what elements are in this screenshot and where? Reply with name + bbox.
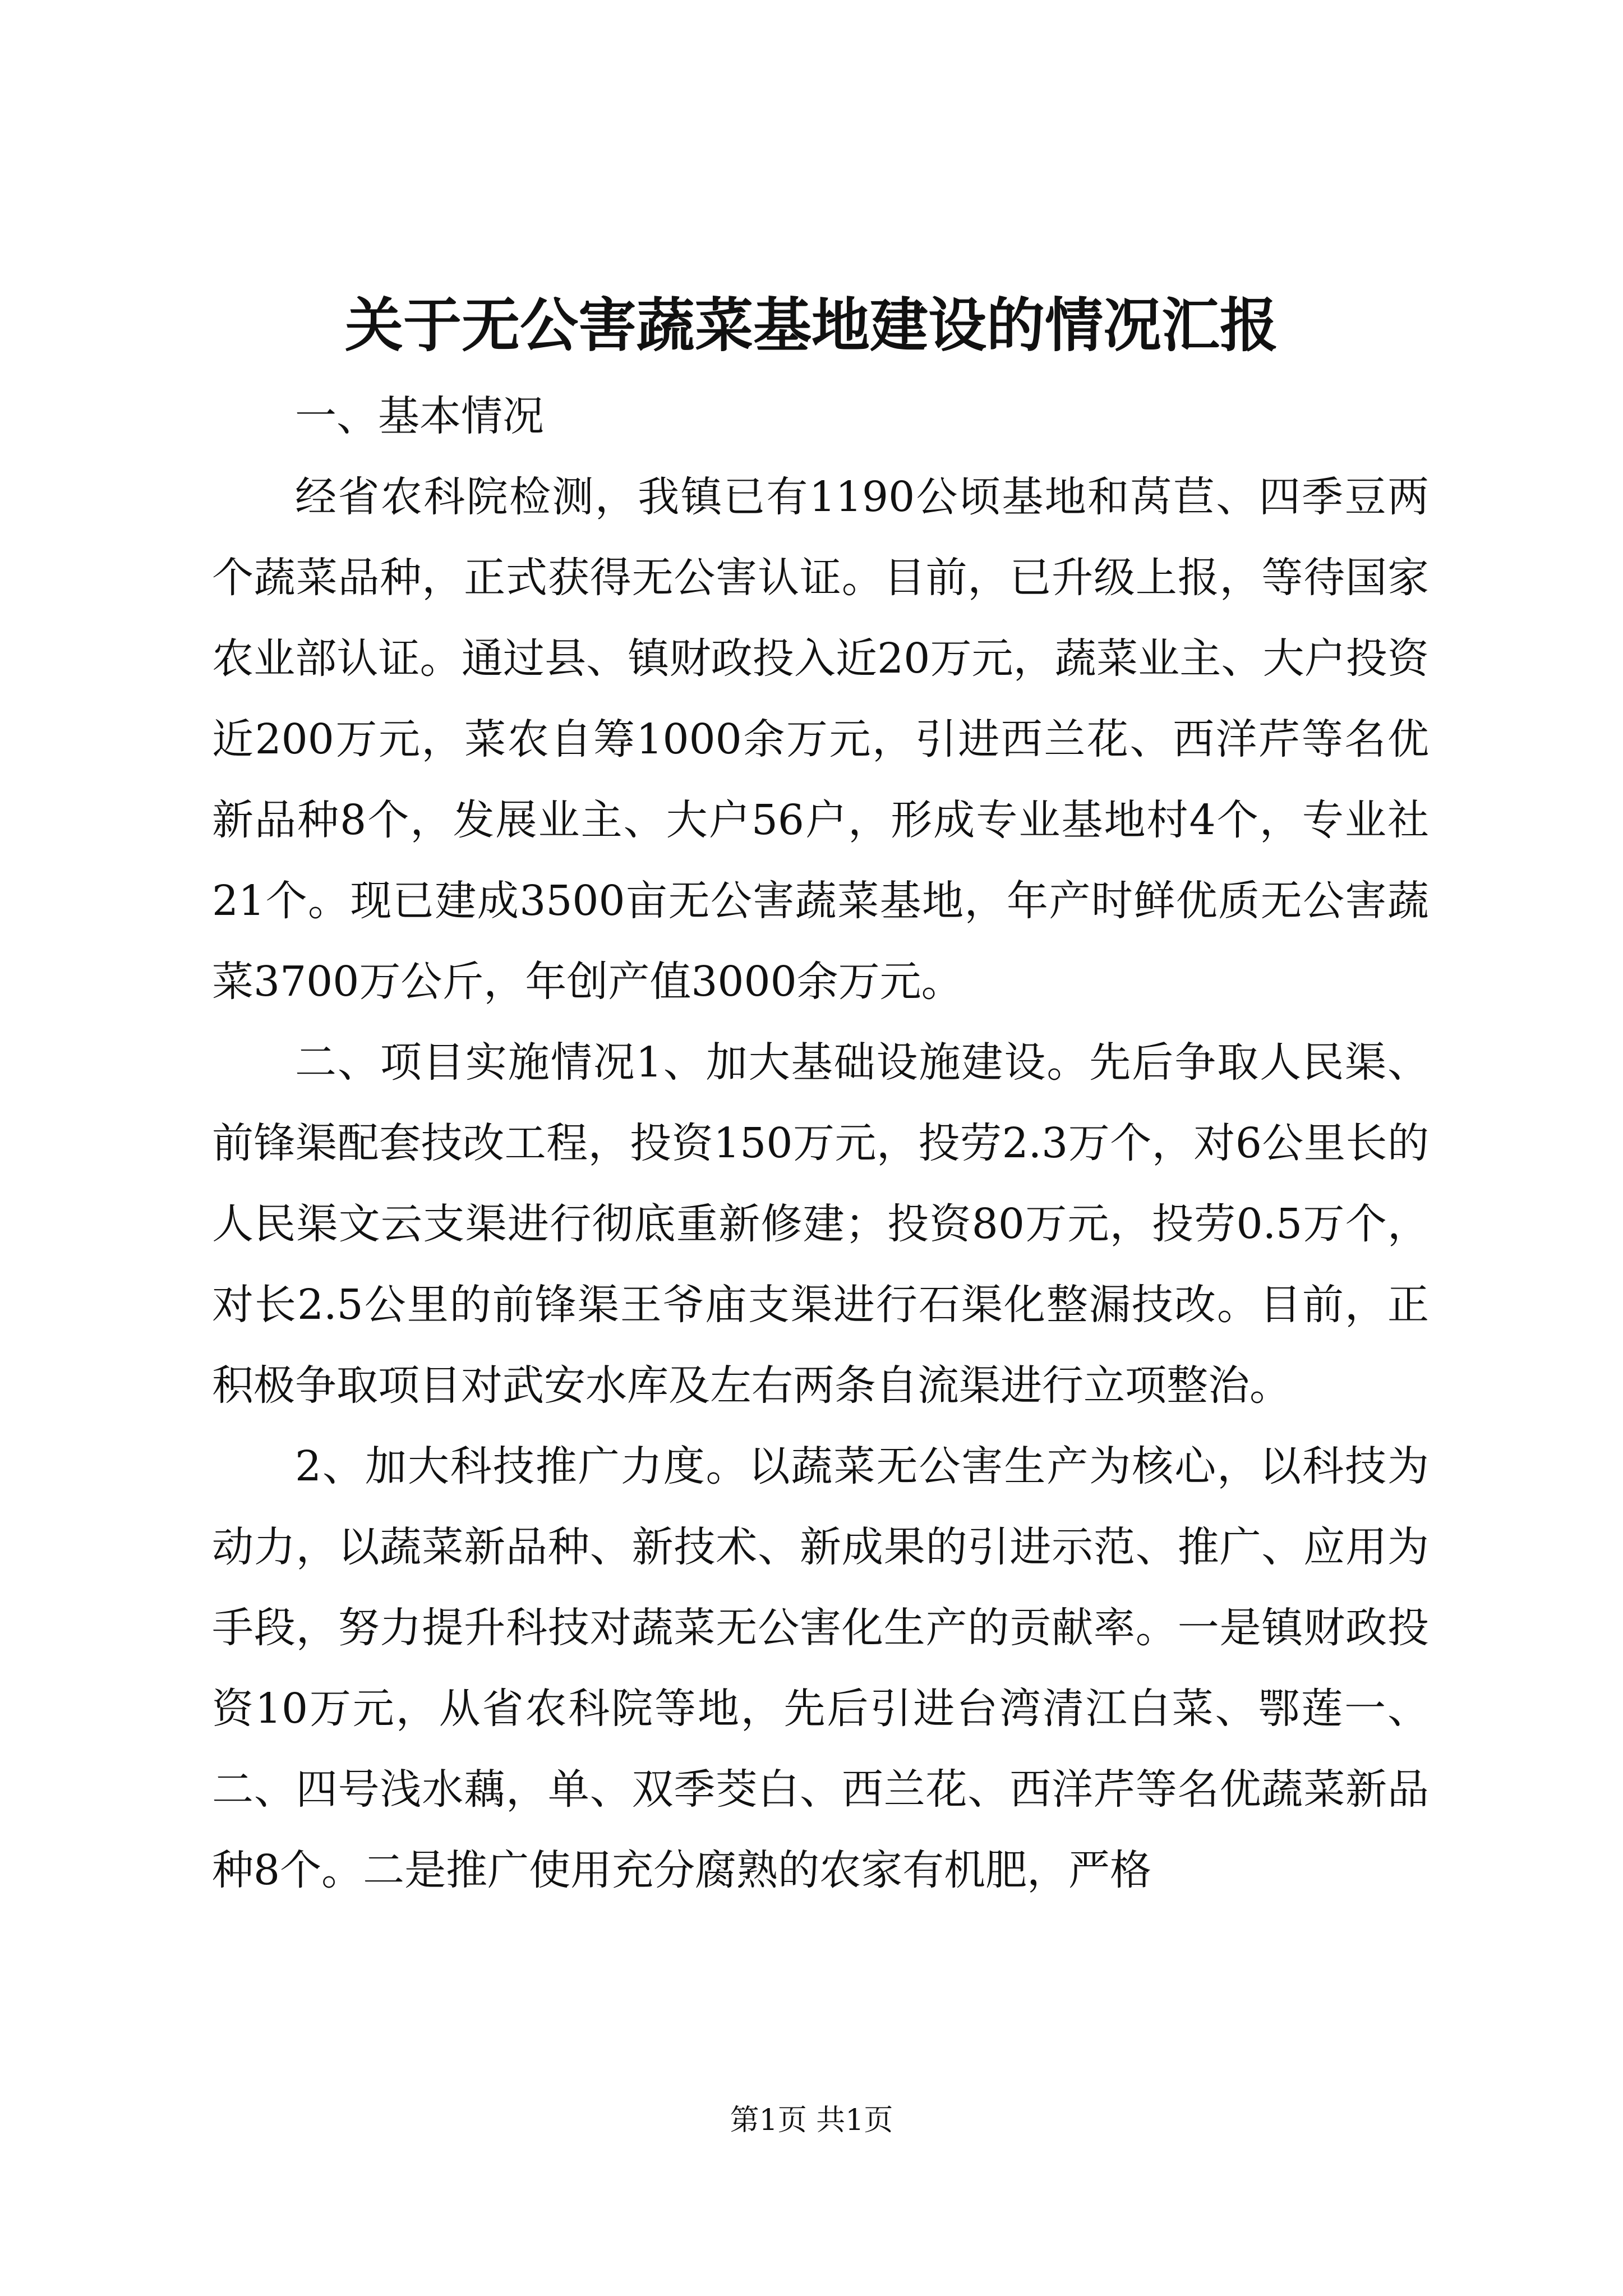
page-number-footer: 第1页 共1页 — [730, 2104, 893, 2137]
document-title: 关于无公害蔬菜基地建设的情况汇报 — [344, 291, 1278, 360]
paragraph: 经省农科院检测，我镇已有1190公顷基地和莴苣、四季豆两个蔬菜品种，正式获得无公害认证。目前，已升级上报，等待国家农业部认证。通过县、镇财政投入近20万元，蔬菜业主、大户投资近200万元，菜农自筹1000余万元，引进西兰花、西洋芹等名优新品种8个，发展业主、大户56户，形成专业基地村4个，专业社21个。现已建成3500亩无公害蔬菜基地，年产时鲜优质无公害蔬菜3700万公斤，年创产值3000余万元。 — [212, 473, 1429, 1006]
paragraph: 2、加大科技推广力度。以蔬菜无公害生产为核心，以科技为动力，以蔬菜新品种、新技术、新成果的引进示范、推广、应用为手段，努力提升科技对蔬菜无公害化生产的贡献率。一是镇财政投资10万元，从省农科院等地，先后引进台湾清江白菜、鄂莲一、二、四号浅水藕，单、双季茭白、西兰花、西洋芹等名优蔬菜新品种8个。二是推广使用充分腐熟的农家有机肥，严格 — [212, 1442, 1429, 1894]
section-heading: 一、基本情况 — [295, 392, 544, 440]
paragraph: 二、项目实施情况1、加大基础设施建设。先后争取人民渠、前锋渠配套技改工程，投资150万元，投劳2.3万个，对6公里长的人民渠文云支渠进行彻底重新修建；投资80万元，投劳0.5万个，对长2.5公里的前锋渠王爷庙支渠进行石渠化整漏技改。目前，正积极争取项目对武安水库及左右两条自流渠进行立项整治。 — [212, 1038, 1429, 1410]
document-body — [212, 376, 1429, 1911]
